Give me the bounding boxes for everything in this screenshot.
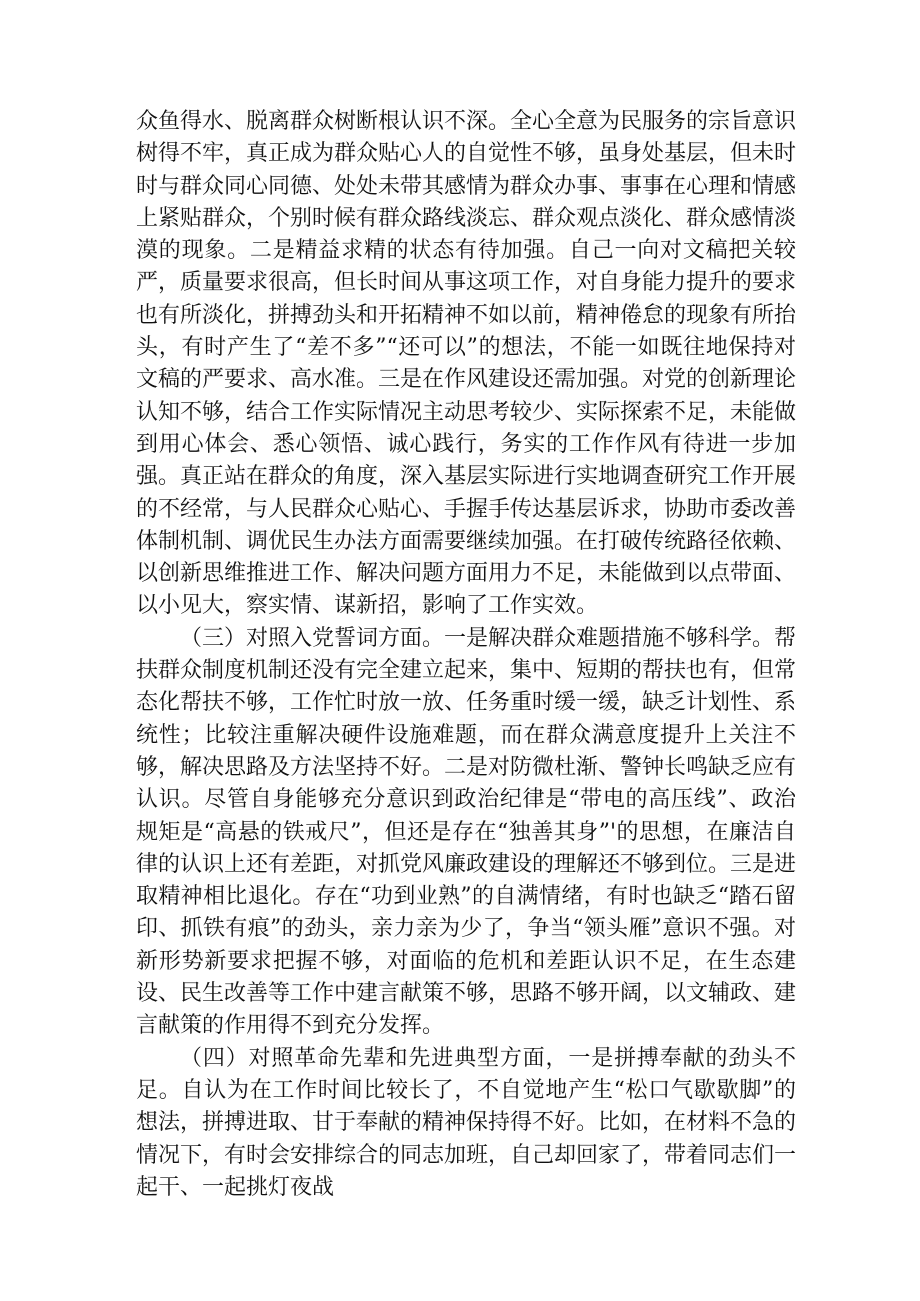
paragraph-continuation: 众鱼得水、脱离群众树断根认识不深。全心全意为民服务的宗旨意识树得不牢，真正成为群众贴心人的自觉性不够，虽身处基层，但未时时与群众同心同德、处处未带其感情为群众办事、事事在心理和情感上紧贴群众，个别时候有群众路线淡忘、群众观点淡化、群众感情淡漠的现象。二是精益求精的状态有待加强。自己一向对文稿把关较严，质量要求很高，但长时间从事这项工作，对自身能力提升的要求也有所淡化，拼搏劲头和开拓精神不如以前，精神倦怠的现象有所抬头，有时产生了“差不多”“还可以”的想法，不能一如既往地保持对文稿的严要求、高水准。三是在作风建设还需加强。对党的创新理论认知不够，结合工作实际情况主动思考较少、实际探索不足，未能做到用心体会、悉心领悟、诚心践行，务实的工作作风有待进一步加强。真正站在群众的角度，深入基层实际进行实地调查研究工作开展的不经常，与人民群众心贴心、手握手传达基层诉求，协助市委改善体制机制、调优民生办法方面需要继续加强。在打破传统路径依赖、以创新思维推进工作、解决问题方面用力不足，未能做到以点带面、以小见大，察实情、谋新招，影响了工作实效。: [136, 109, 797, 619]
paragraph-section-4: （四）对照革命先辈和先进典型方面，一是拼搏奉献的劲头不足。自认为在工作时间比较长了，不自觉地产生“松口气歇歇脚”的想法，拼搏进取、甘于奉献的精神保持得不好。比如，在材料不急的情况下，有时会安排综合的同志加班，自己却回家了，带着同志们一起干、一起挑灯夜战: [136, 1045, 797, 1200]
paragraph-section-3: （三）对照入党誓词方面。一是解决群众难题措施不够科学。帮扶群众制度机制还没有完全建立起来，集中、短期的帮扶也有，但常态化帮扶不够，工作忙时放一放、任务重时缓一缓，缺乏计划性、系统性；比较注重解决硬件设施难题，而在群众满意度提升上关注不够，解决思路及方法坚持不好。二是对防微杜渐、警钟长鸣缺乏应有认识。尽管自身能够充分意识到政治纪律是“带电的高压线”、政治规矩是“高悬的铁戒尺”，但还是存在“独善其身”'的思想，在廉洁自律的认识上还有差距，对抓党风廉政建设的理解还不够到位。三是进取精神相比退化。存在“功到业熟”的自满情绪，有时也缺乏“踏石留印、抓铁有痕”的劲头，亲力亲为少了，争当“领头雁”意识不强。对新形势新要求把握不够，对面临的危机和差距认识不足，在生态建设、民生改善等工作中建言献策不够，思路不够开阔，以文辅政、建言献策的作用得不到充分发挥。: [136, 625, 797, 1039]
document-body: [136, 106, 796, 1204]
